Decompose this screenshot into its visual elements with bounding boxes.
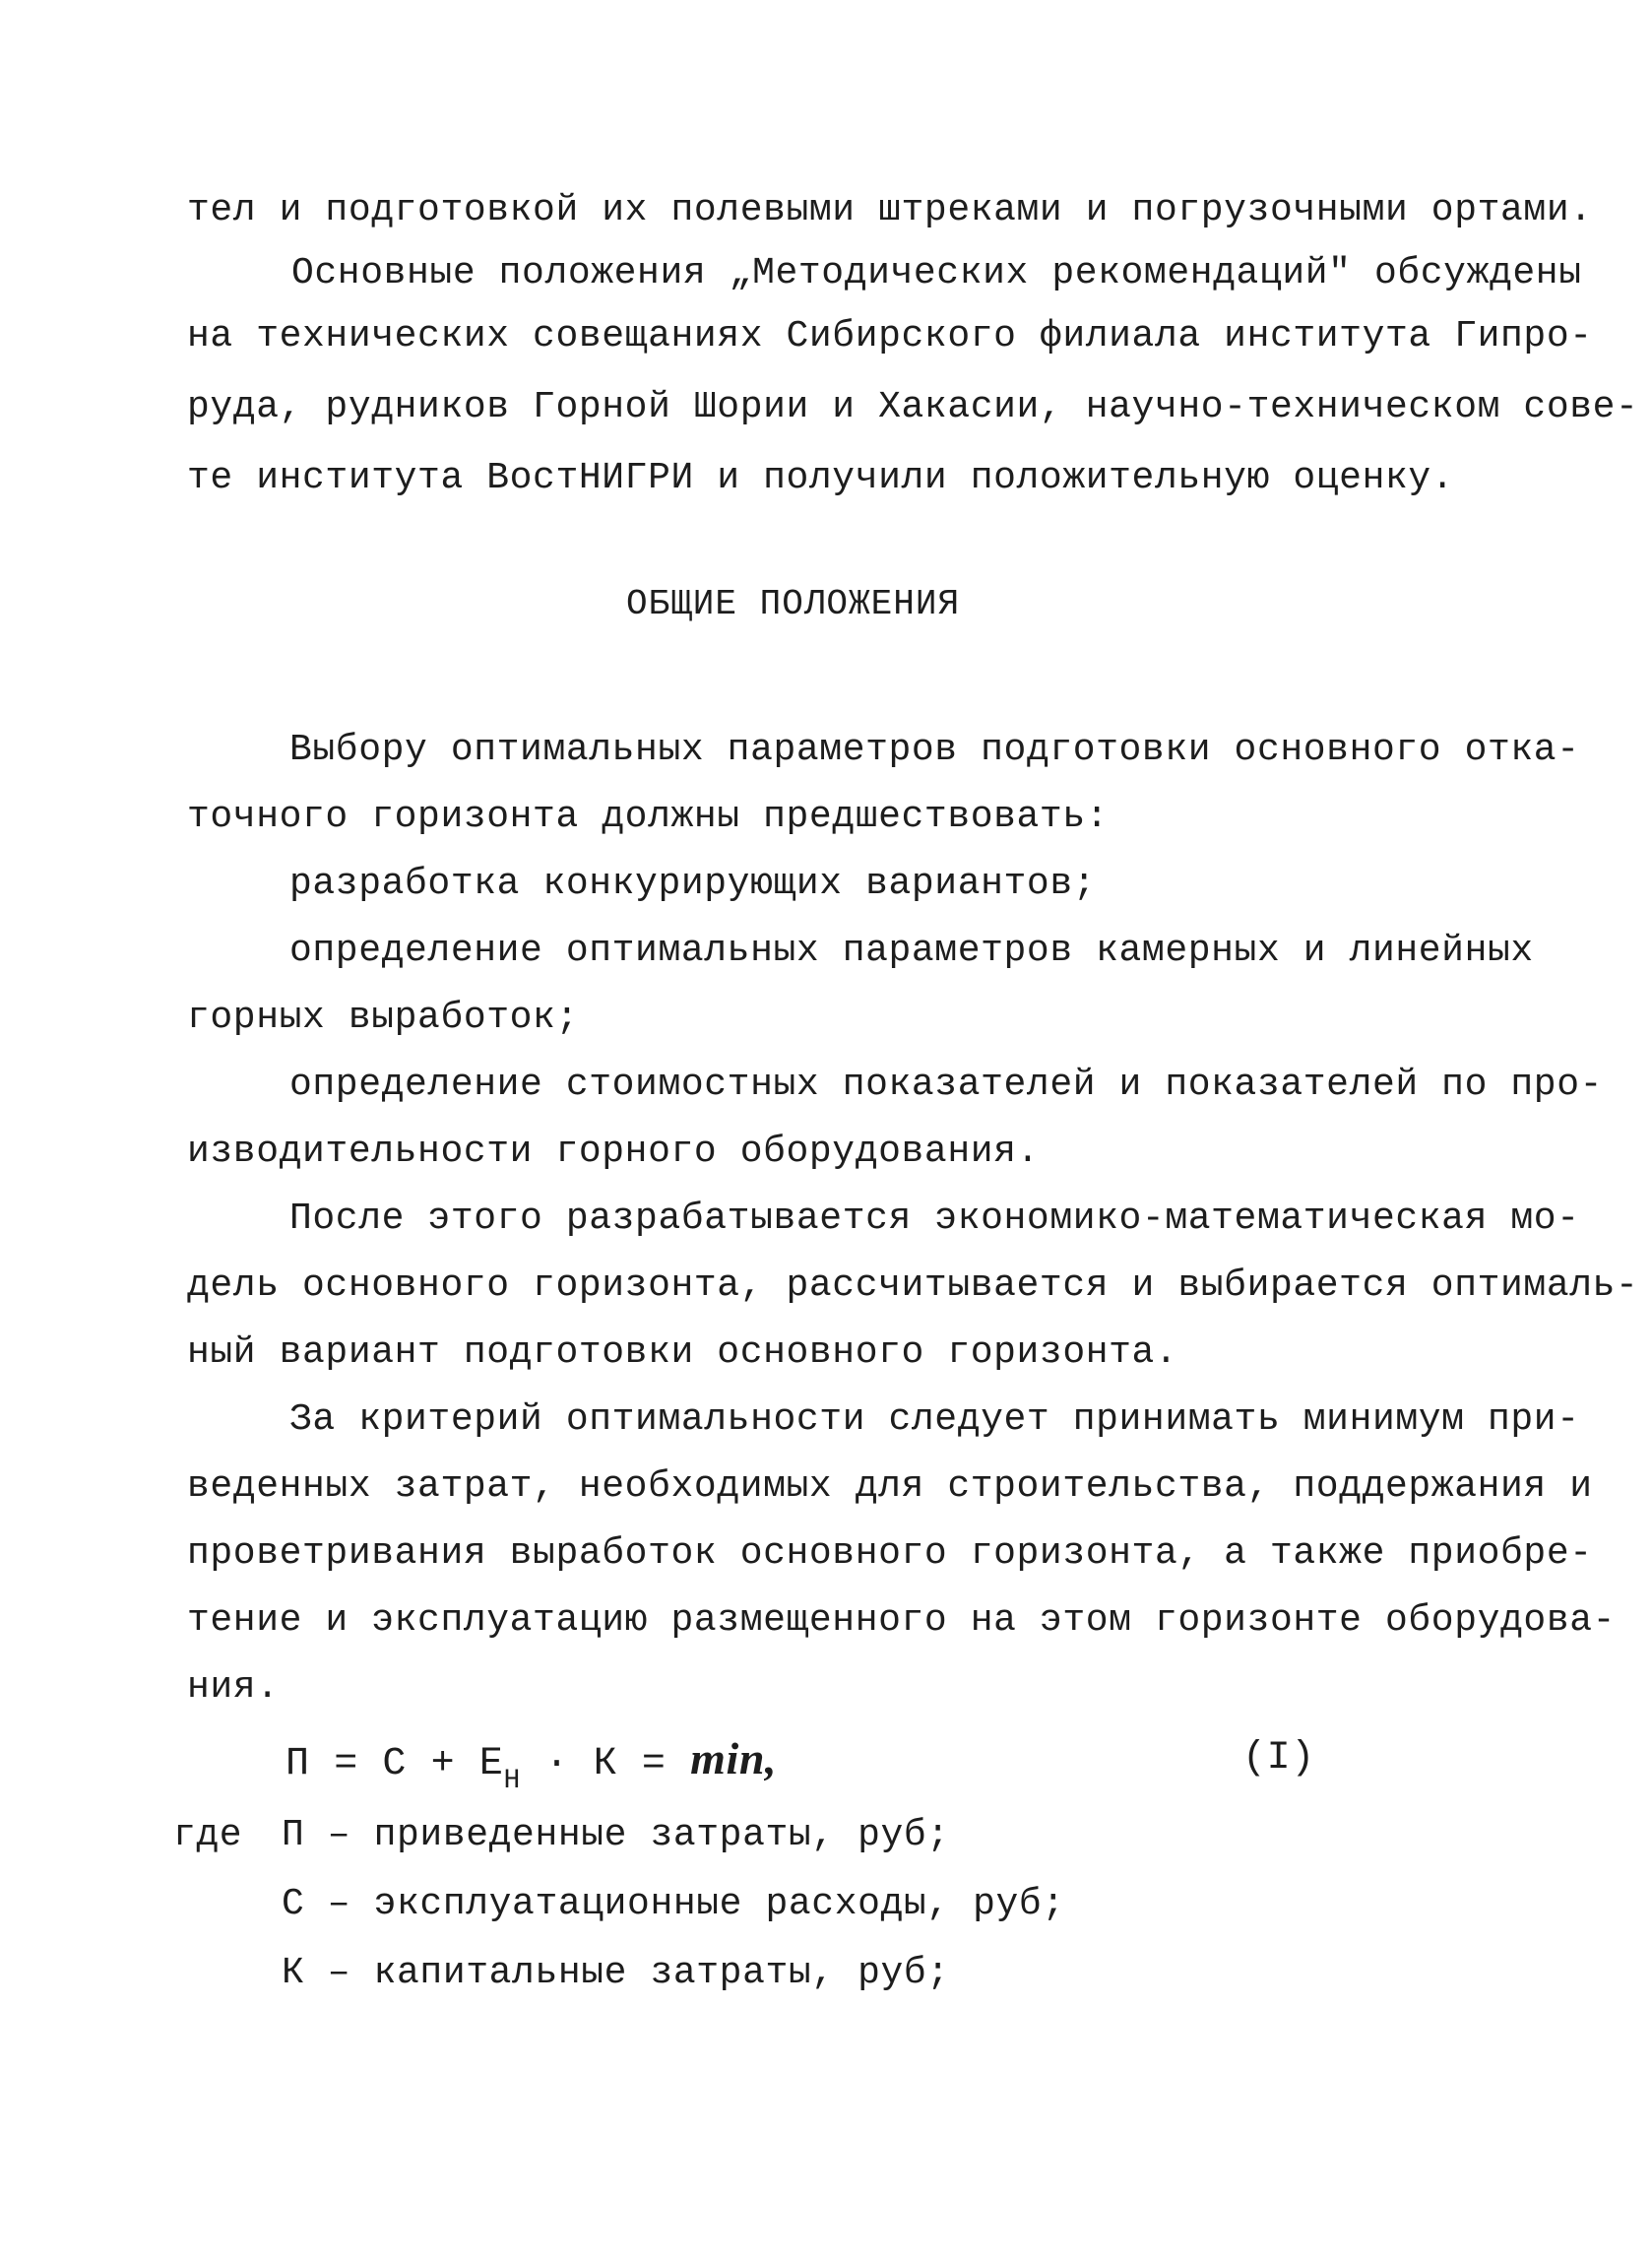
intro-line-3: на технических совещаниях Сибирского филиала института Гипро-	[187, 315, 1593, 357]
list-item-1: разработка конкурирующих вариантов;	[289, 863, 1097, 905]
formula-min: min,	[690, 1733, 778, 1783]
para-2-line-3: ный вариант подготовки основного горизонта.	[187, 1331, 1178, 1374]
legend-item-k: К – капитальные затраты, руб;	[282, 1952, 950, 1994]
intro-line-5: те института ВостНИГРИ и получили положительную оценку.	[187, 457, 1455, 499]
formula-lhs: П = С + Е	[286, 1742, 504, 1786]
legend-item-c: С – эксплуатационные расходы, руб;	[282, 1883, 1065, 1925]
formula-subscript: Н	[503, 1766, 521, 1796]
formula-number: (I)	[1242, 1736, 1315, 1781]
intro-line-2: Основные положения „Методических рекомендаций" обсуждены	[291, 252, 1582, 294]
para-3-line-4: тение и эксплуатацию размещенного на этом горизонте оборудова-	[187, 1599, 1617, 1642]
list-item-2-line-2: горных выработок;	[187, 997, 579, 1039]
section-heading: ОБЩИЕ ПОЛОЖЕНИЯ	[626, 584, 961, 624]
para-1-line-1: Выбору оптимальных параметров подготовки основного отка-	[289, 729, 1580, 771]
para-3-line-5: ния.	[187, 1666, 280, 1709]
para-3-line-1: За критерий оптимальности следует принимать минимум при-	[289, 1398, 1580, 1441]
legend-where: где	[173, 1814, 243, 1856]
formula	[286, 1733, 778, 1796]
formula-rhs: · К =	[520, 1742, 691, 1786]
para-2-line-1: После этого разрабатывается экономико-математическая мо-	[289, 1198, 1580, 1240]
intro-line-4: руда, рудников Горной Шории и Хакасии, научно-техническом сове-	[187, 386, 1639, 428]
legend-item-p: П – приведенные затраты, руб;	[282, 1814, 950, 1856]
list-item-3-line-1: определение стоимостных показателей и показателей по про-	[289, 1064, 1604, 1106]
para-1-line-2: точного горизонта должны предшествовать:	[187, 796, 1110, 838]
para-2-line-2: дель основного горизонта, рассчитывается и выбирается оптималь-	[187, 1264, 1639, 1307]
list-item-3-line-2: изводительности горного оборудования.	[187, 1131, 1040, 1173]
para-3-line-3: проветривания выработок основного горизонта, а также приобре-	[187, 1532, 1593, 1575]
list-item-2-line-1: определение оптимальных параметров камерных и линейных	[289, 930, 1534, 972]
intro-line-1: тел и подготовкой их полевыми штреками и погрузочными ортами.	[187, 189, 1593, 231]
para-3-line-2: веденных затрат, необходимых для строительства, поддержания и	[187, 1465, 1593, 1508]
